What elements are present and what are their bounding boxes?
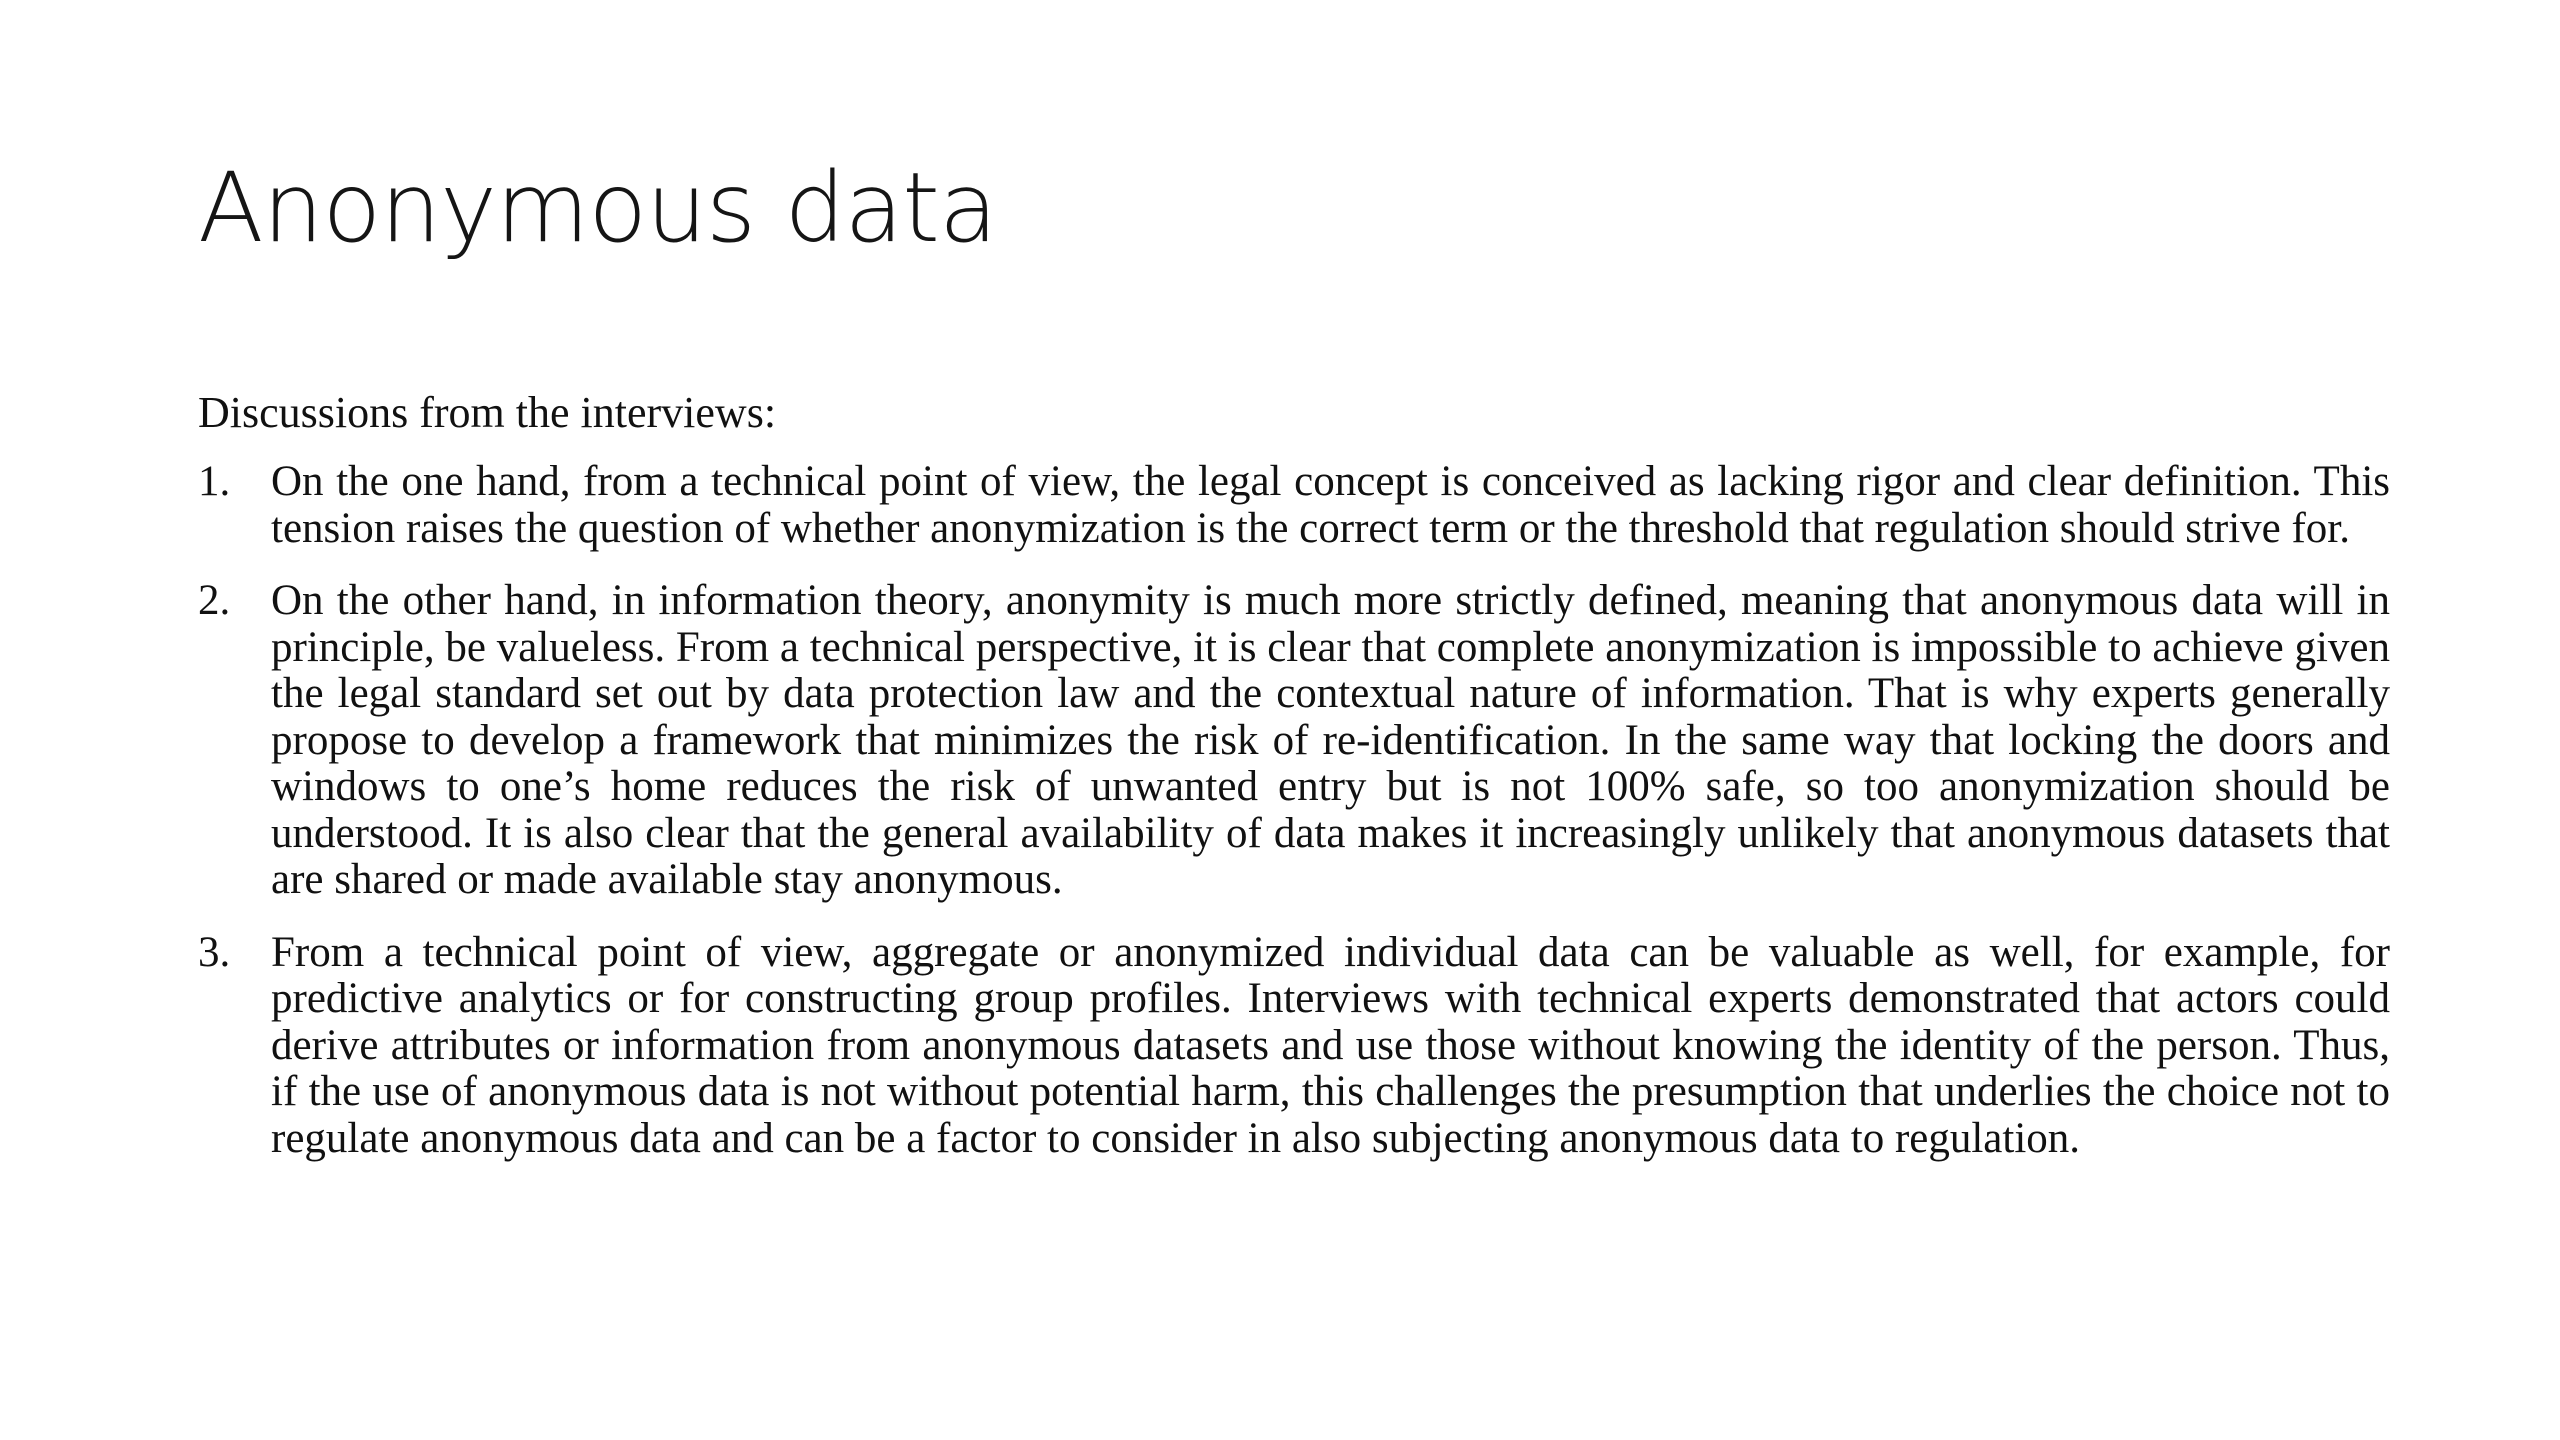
- list-item-text: On the one hand, from a technical point of view, the legal concept is conceived as lacking rigor and clear definition. This tension raises the question of whether anonymization is the correct term or the threshold that regulation should strive for.: [271, 458, 2390, 552]
- list-item-number: 3.: [198, 928, 231, 976]
- list-item-number: 2.: [198, 577, 231, 624]
- slide-body: [198, 387, 2390, 1188]
- intro-text: Discussions from the interviews:: [198, 388, 777, 437]
- list-item: [198, 578, 2390, 904]
- numbered-list: [198, 459, 2390, 1162]
- list-item-number: 1.: [198, 458, 231, 505]
- list-item: [198, 459, 2390, 552]
- list-item: [198, 930, 2390, 1163]
- slide-title: Anonymous data: [198, 152, 997, 264]
- list-item-text: From a technical point of view, aggregate or anonymized individual data can be valuable as well, for example, for predictive analytics or for constructing group profiles. Interviews with technical experts demonstrated that actors could derive attributes or information from anonymous datasets and use those without knowing the identity of the person. Thus, if the use of anonymous data is not without potential harm, this challenges the presumption that underlies the choice not to regulate anonymous data and can be a factor to consider in also subjecting anonymous data to regulation.: [271, 928, 2390, 1162]
- list-item-text: On the other hand, in information theory, anonymity is much more strictly defined, meaning that anonymous data will in principle, be valueless. From a technical perspective, it is clear that complete anonymization is impossible to achieve given the legal standard set out by data protection law and the contextual nature of information. That is why experts generally propose to develop a framework that minimizes the risk of re-identification. In the same way that locking the doors and windows to one’s home reduces the risk of unwanted entry but is not 100% safe, so too anonymization should be understood. It is also clear that the general availability of data makes it increasingly unlikely that anonymous datasets that are shared or made available stay anonymous.: [271, 577, 2390, 903]
